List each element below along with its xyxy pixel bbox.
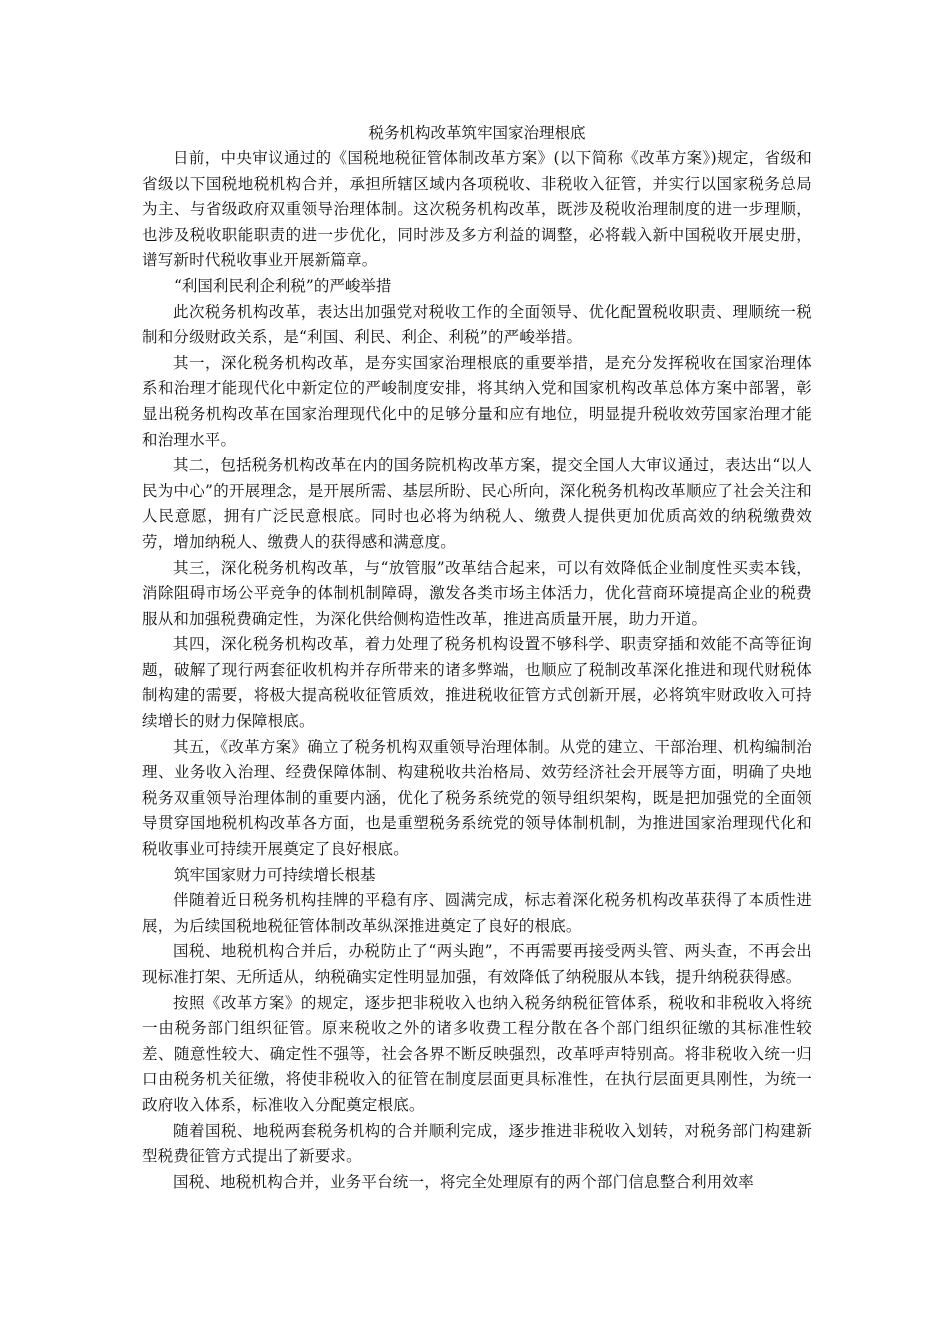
paragraph: 其五，《改革方案》确立了税务机构双重领导治理体制。从党的建立、干部治理、机构编制治理、业务收入治理、经费保障体制、构建税收共治格局、效劳经济社会开展等方面，明确了央地税务双重领导治理体制的重要内涵，优化了税务系统党的领导组织架构，既是把加强党的全面领导贯穿国地税机构改革各方面，也是重塑税务系统党的领导体制机制，为推进国家治理现代化和税收事业可持续开展奠定了良好根底。 <box>142 737 812 859</box>
paragraph: 其一，深化税务机构改革，是夯实国家治理根底的重要举措，是充分发挥税收在国家治理体系和治理才能现代化中新定位的严峻制度安排，将其纳入党和国家机构改革总体方案中部署，彰显出税务机构改革在国家治理现代化中的足够分量和应有地位，明显提升税收效劳国家治理才能和治理水平。 <box>142 353 812 449</box>
paragraph: 其二，包括税务机构改革在内的国务院机构改革方案，提交全国人大审议通过，表达出“以人民为中心”的开展理念，是开展所需、基层所盼、民心所向，深化税务机构改革顺应了社会关注和人民意愿，拥有广泛民意根底。同时也必将为纳税人、缴费人提供更加优质高效的纳税缴费效劳，增加纳税人、缴费人的获得感和满意度。 <box>142 456 812 551</box>
paragraph: 随着国税、地税两套税务机构的合并顺利完成，逐步推进非税收入划转，对税务部门构建新型税费征管方式提出了新要求。 <box>142 1121 812 1166</box>
paragraph: 日前，中央审议通过的《国税地税征管体制改革方案》(以下简称《改革方案》)规定，省级和省级以下国税地税机构合并，承担所辖区域内各项税收、非税收入征管，并实行以国家税务总局为主、与省级政府双重领导治理体制。这次税务机构改革，既涉及税收治理制度的进一步理顺，也涉及税收职能职责的进一步优化，同时涉及多方利益的调整，必将载入新中国税收开展史册，谱写新时代税收事业开展新篇章。 <box>142 149 812 270</box>
paragraph: 其四，深化税务机构改革，着力处理了税务机构设置不够科学、职责穿插和效能不高等征询题，破解了现行两套征收机构并存所带来的诸多弊端，也顺应了税制改革深化推进和现代财税体制构建的需要，将极大提高税收征管质效，推进税收征管方式创新开展，必将筑牢财政收入可持续增长的财力保障根底。 <box>142 635 812 731</box>
document-page <box>142 120 812 1195</box>
section-heading: “利国利民利企利税”的严峻举措 <box>174 276 392 295</box>
paragraph: 其三，深化税务机构改革，与“放管服”改革结合起来，可以有效降低企业制度性买卖本钱，消除阻碍市场公平竞争的体制机制障碍，激发各类市场主体活力，优化营商环境提高企业的税费服从和加强税费确定性，为深化供给侧构造性改革，推进高质量开展，助力开道。 <box>142 558 812 628</box>
document-title: 税务机构改革筑牢国家治理根底 <box>368 124 586 142</box>
paragraph: 按照《改革方案》的规定，逐步把非税收入也纳入税务纳税征管体系，税收和非税收入将统一由税务部门组织征管。原来税收之外的诸多收费工程分散在各个部门组织征缴的其标准性较差、随意性较大、确定性不强等，社会各界不断反映强烈，改革呼声特别高。将非税收入统一归口由税务机关征缴，将使非税收入的征管在制度层面更具标准性，在执行层面更具刚性，为统一政府收入体系，标准收入分配奠定根底。 <box>142 993 812 1114</box>
paragraph: 国税、地税机构合并后，办税防止了“两头跑”，不再需要再接受两头管、两头查，不再会出现标准打架、无所适从，纳税确实定性明显加强，有效降低了纳税服从本钱，提升纳税获得感。 <box>142 942 812 986</box>
paragraph: 伴随着近日税务机构挂牌的平稳有序、圆满完成，标志着深化税务机构改革获得了本质性进展，为后续国税地税征管体制改革纵深推进奠定了良好的根底。 <box>142 891 812 935</box>
paragraph: 国税、地税机构合并，业务平台统一，将完全处理原有的两个部门信息整合利用效率 <box>173 1172 754 1191</box>
section-heading: 筑牢国家财力可持续增长根基 <box>174 865 376 884</box>
paragraph: 此次税务机构改革，表达出加强党对税收工作的全面领导、优化配置税收职责、理顺统一税制和分级财政关系，是“利国、利民、利企、利税”的严峻举措。 <box>142 302 812 347</box>
